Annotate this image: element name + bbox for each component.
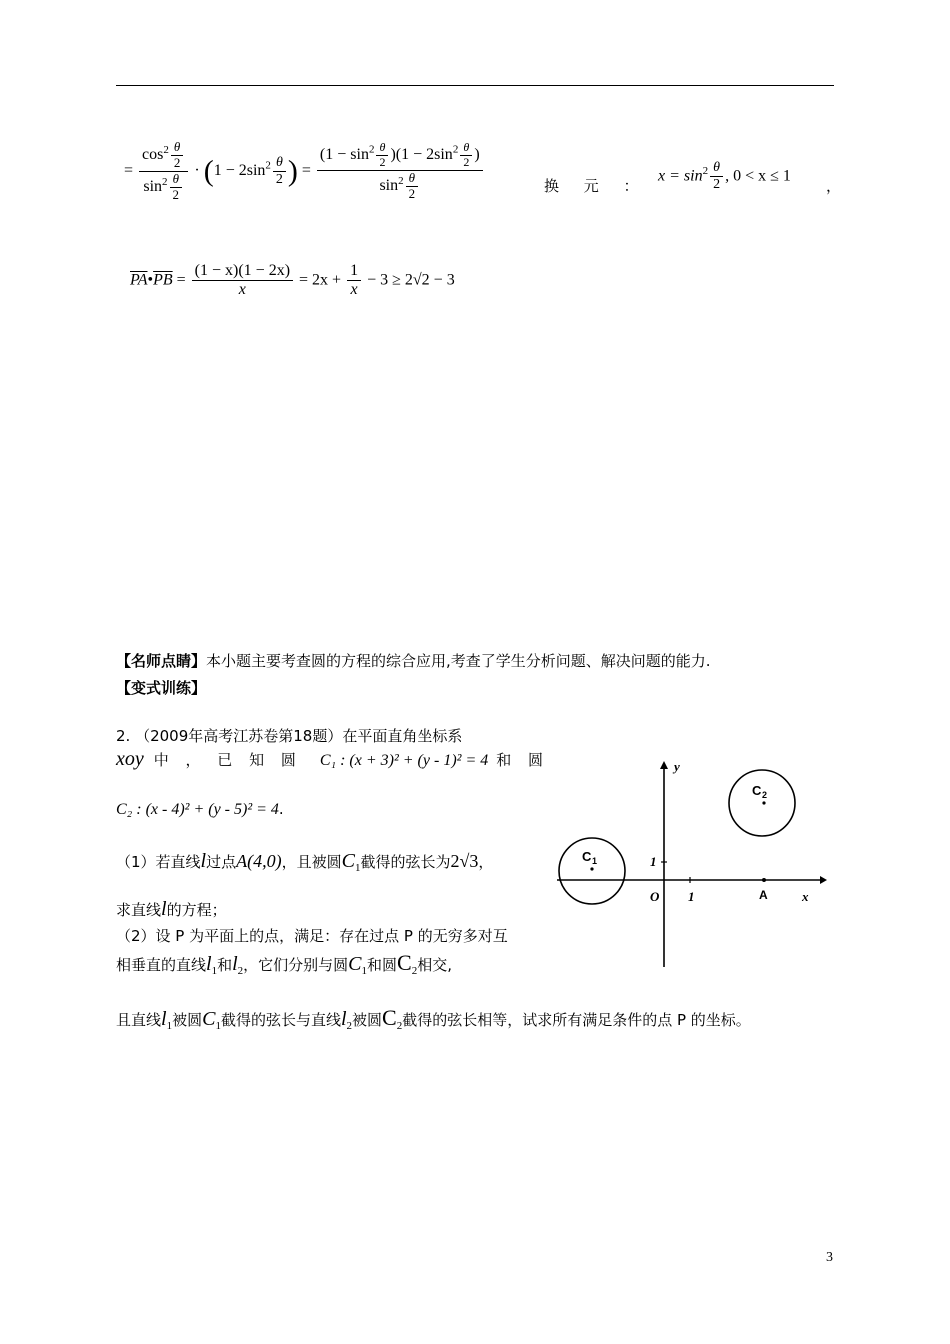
problem2-line1: 2. （2009年高考江苏卷第18题）在平面直角坐标系	[116, 727, 463, 745]
problem2-line2: xoy 中 ， 已 知 圆 C₁ : (x + 3)² + (y - 1)² = 4 和 圆	[116, 748, 550, 770]
circle-c2-center	[762, 801, 765, 804]
fraction-product-over-sin: ($1 - \sin^2$ $\frac{\theta}{2}$ )($1 - 2\sin^2$ $\frac{\theta}{2}$ ) $\sin^2$ $\frac{\theta}{2}$	[317, 141, 483, 201]
point-a-label: A	[759, 888, 768, 902]
problem2-line3: C₂ : (x - 4)² + (y - 5)² = 4.	[116, 800, 284, 818]
header-rule	[116, 85, 834, 86]
circle-c1	[559, 838, 625, 904]
circle-c2	[729, 770, 795, 836]
y-one-label: 1	[650, 854, 657, 869]
substitution-expression: $x = \sin^2$ $\frac{\theta}{2}$ , 0 < x ≤ 1	[658, 160, 791, 193]
variant-training-heading: 【变式训练】	[116, 679, 207, 697]
y-axis-arrow	[660, 761, 668, 769]
question-1-tail: 求直线l的方程；	[116, 898, 227, 920]
page-number: 3	[826, 1250, 833, 1265]
teacher-comment: 【名师点睛】本小题主要考查圆的方程的综合应用,考查了学生分析问题、解决问题的能力.	[116, 652, 711, 670]
c2-label-sub: 2	[762, 790, 768, 800]
question-2-line2: 相垂直的直线$l_1$和$l_2$，它们分别与圆$C_1$和圆$C_2$相交,	[116, 950, 452, 978]
x-axis-label: x	[802, 889, 809, 904]
point-a	[762, 878, 766, 882]
question-1-line: （1）若直线l过点A(4,0)，且被圆$C_1$截得的弦长为2√3，	[116, 850, 494, 875]
fraction-cos-over-sin: $\cos^2$ $\frac{\theta}{2}$ $\sin^2$ $\frac{\theta}{2}$	[139, 140, 188, 203]
question-2-line1: （2）设 P 为平面上的点，满足：存在过点 P 的无穷多对互	[116, 927, 508, 945]
x-one-label: 1	[688, 889, 695, 904]
y-axis-label: y	[674, 759, 680, 774]
trailing-comma: ，	[826, 177, 842, 195]
origin-label: O	[650, 889, 660, 904]
question-2-line3: 且直线$l_1$被圆$C_1$截得的弦长与直线$l_2$被圆$C_2$截得的弦长相等，试求所有满足条件的点 P 的坐标。	[116, 1005, 751, 1033]
x-axis-arrow	[820, 876, 827, 884]
equation-line-2: $\overline{PA}•\overline{PB}$ = $\frac{(1 - x)(1 - 2x)}{x}$ = 2x + $\frac{1}{x}$ − 3 ≥ 2√2 − 3	[130, 262, 455, 299]
c2-label: C	[752, 783, 762, 798]
substitution-label: 换 元 ：	[544, 177, 649, 195]
circle-c1-center	[590, 867, 593, 870]
c1-label-sub: 1	[592, 856, 598, 866]
equation-line-1: = $\cos^2$ $\frac{\theta}{2}$ $\sin^2$ $\frac{\theta}{2}$ · ($1 - 2\sin^2$ $\frac{\theta}{2}$ ) = ($1 - \sin^2$ $\frac{\theta}{2}$ )($1 - 2\sin^2$ $\frac{\theta}{2}$ ) $\sin^2$ $\frac{\theta}{2}$	[124, 140, 485, 203]
c1-label: C	[582, 849, 592, 864]
coordinate-diagram	[552, 755, 827, 970]
